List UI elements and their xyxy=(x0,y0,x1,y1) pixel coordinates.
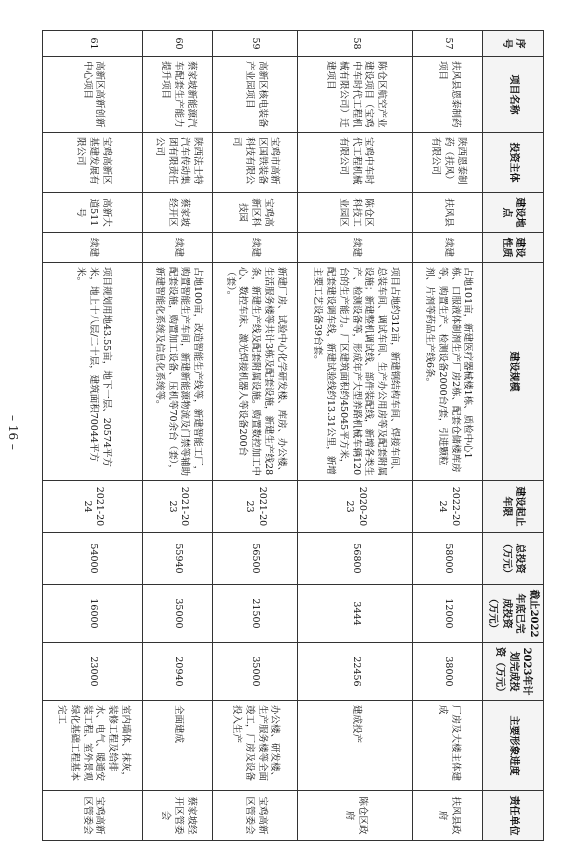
cell-name: 高新区高新创新中心项目 xyxy=(43,57,143,133)
table-row xyxy=(413,31,483,841)
header-total: 总投资（万元） xyxy=(483,533,544,585)
cell-total: 56500 xyxy=(212,533,297,585)
cell-location: 宝鸡高新区科技园 xyxy=(212,193,297,233)
cell-seq: 60 xyxy=(143,31,213,57)
cell-unit: 陈仓区政府 xyxy=(297,791,413,841)
cell-nature: 续建 xyxy=(143,233,213,263)
cell-location: 蔡家坡经开区 xyxy=(143,193,213,233)
table-row xyxy=(43,31,143,841)
page-number: – 16 – xyxy=(6,415,20,450)
cell-seq: 59 xyxy=(212,31,297,57)
project-table xyxy=(42,30,544,841)
cell-period: 2021-2023 xyxy=(143,481,213,533)
cell-progress: 厂房及大楼主体建成 xyxy=(413,701,483,791)
cell-seq: 58 xyxy=(297,31,413,57)
cell-name: 陈仓区航空产业建设项目（宝鸡中车时代工程机械有限公司）迁建项目 xyxy=(297,57,413,133)
cell-location: 扶风县 xyxy=(413,193,483,233)
cell-completed: 3444 xyxy=(297,585,413,643)
cell-owner: 宝鸡市高新区国铁装备科技有限公司 xyxy=(212,133,297,193)
header-plan2023: 2023年计划完成投资（万元） xyxy=(483,643,544,701)
cell-scale: 新建厂房、试验中心化学研发楼、库房、办公楼、生活服务楼等共计3栋及配套设施，新建生产线28条，新建生产线及配套附属设施。购置数控加工中心、数控车床、激光焊接机器人等设备200台（套）。 xyxy=(212,263,297,481)
cell-name: 高新区核电装备产业园项目 xyxy=(212,57,297,133)
cell-name: 扶风县恩泰制药项目 xyxy=(413,57,483,133)
cell-owner: 宝鸡高新区基建发展有限公司 xyxy=(43,133,143,193)
cell-nature: 续建 xyxy=(413,233,483,263)
header-unit: 责任单位 xyxy=(483,791,544,841)
cell-nature: 续建 xyxy=(43,233,143,263)
cell-period: 2020-2023 xyxy=(297,481,413,533)
cell-name: 蔡家坡新能源汽车配套生产能力提升项目 xyxy=(143,57,213,133)
header-scale: 建设规模 xyxy=(483,263,544,481)
cell-location: 高新大道511号 xyxy=(43,193,143,233)
cell-plan2023: 23000 xyxy=(43,643,143,701)
header-completed: 截止2022年底已完成投资（万元） xyxy=(483,585,544,643)
cell-total: 56800 xyxy=(297,533,413,585)
header-owner: 投资主体 xyxy=(483,133,544,193)
cell-unit: 蔡家坡经开区管委会 xyxy=(143,791,213,841)
cell-total: 54000 xyxy=(43,533,143,585)
cell-period: 2022-2024 xyxy=(413,481,483,533)
cell-owner: 陕西法士特汽车传动集团有限责任公司 xyxy=(143,133,213,193)
cell-period: 2021-2024 xyxy=(43,481,143,533)
cell-completed: 35000 xyxy=(143,585,213,643)
cell-total: 58000 xyxy=(413,533,483,585)
cell-completed: 16000 xyxy=(43,585,143,643)
cell-progress: 全面建成 xyxy=(143,701,213,791)
cell-total: 55940 xyxy=(143,533,213,585)
table-row xyxy=(297,31,413,841)
header-progress: 主要形象进度 xyxy=(483,701,544,791)
cell-progress: 室内墙体、抹灰，装修工程及给排水、电气、暖通安装工程、室外景观绿化基础工程基本完工 xyxy=(43,701,143,791)
cell-owner: 陕西恩泰制药（扶风）有限公司 xyxy=(413,133,483,193)
cell-plan2023: 22456 xyxy=(297,643,413,701)
header-nature: 建设性质 xyxy=(483,233,544,263)
cell-completed: 21500 xyxy=(212,585,297,643)
cell-plan2023: 35000 xyxy=(212,643,297,701)
table-row xyxy=(212,31,297,841)
cell-owner: 宝鸡中车时代工程机械有限公司 xyxy=(297,133,413,193)
cell-nature: 续建 xyxy=(297,233,413,263)
cell-period: 2021-2023 xyxy=(212,481,297,533)
cell-seq: 61 xyxy=(43,31,143,57)
cell-scale: 占地100亩，改造智能生产线等，新建智能工厂，购置智能生产车间，新建新能源物流及门禁等辅助配套设施，购置加工设备、压机等70余台（套），新建智能化系统及信息化系统等。 xyxy=(143,263,213,481)
cell-plan2023: 38000 xyxy=(413,643,483,701)
cell-scale: 占地101亩，新建医疗器械楼1栋、质检中心1栋、口服液体制剂生产厂房2栋、配套仓储楼库房等，购置生产、检测设备2000台/套，引进颗粒剂、片剂等药品生产线6条。 xyxy=(413,263,483,481)
cell-plan2023: 20940 xyxy=(143,643,213,701)
cell-location: 陈仓区科技工业园区 xyxy=(297,193,413,233)
table-row xyxy=(143,31,213,841)
header-name: 项目名称 xyxy=(483,57,544,133)
cell-unit: 扶风县政府 xyxy=(413,791,483,841)
header-seq: 序号 xyxy=(483,31,544,57)
cell-progress: 办公楼、研发楼、生产服务楼等全面竣工，厂房及设备投入生产 xyxy=(212,701,297,791)
cell-scale: 项目占地约312亩，新建钢结构车间、焊接车间、总装车间、调试车间、生产办公用房等及配套附属设施；新建整机调试线、部件装配线，新增各类生产、检测设备等，形成年产大型养路机械车辆120台的生产能力。厂区建筑面积约45045平方米，配套建设调车线，新建试验线约13.31公里，新增主要工艺设备39台套。 xyxy=(297,263,413,481)
cell-unit: 宝鸡高新区管委会 xyxy=(43,791,143,841)
cell-scale: 项目规划用地43.55亩，地下一层、20574平方米，地上十八层/二十层，建筑面积70044平方米。 xyxy=(43,263,143,481)
cell-unit: 宝鸡高新区管委会 xyxy=(212,791,297,841)
header-period: 建设起止年限 xyxy=(483,481,544,533)
cell-nature: 续建 xyxy=(212,233,297,263)
cell-progress: 建成投产 xyxy=(297,701,413,791)
cell-completed: 12000 xyxy=(413,585,483,643)
table-header-row xyxy=(483,31,544,841)
project-table-sheet xyxy=(42,30,544,840)
header-location: 建设地点 xyxy=(483,193,544,233)
cell-seq: 57 xyxy=(413,31,483,57)
